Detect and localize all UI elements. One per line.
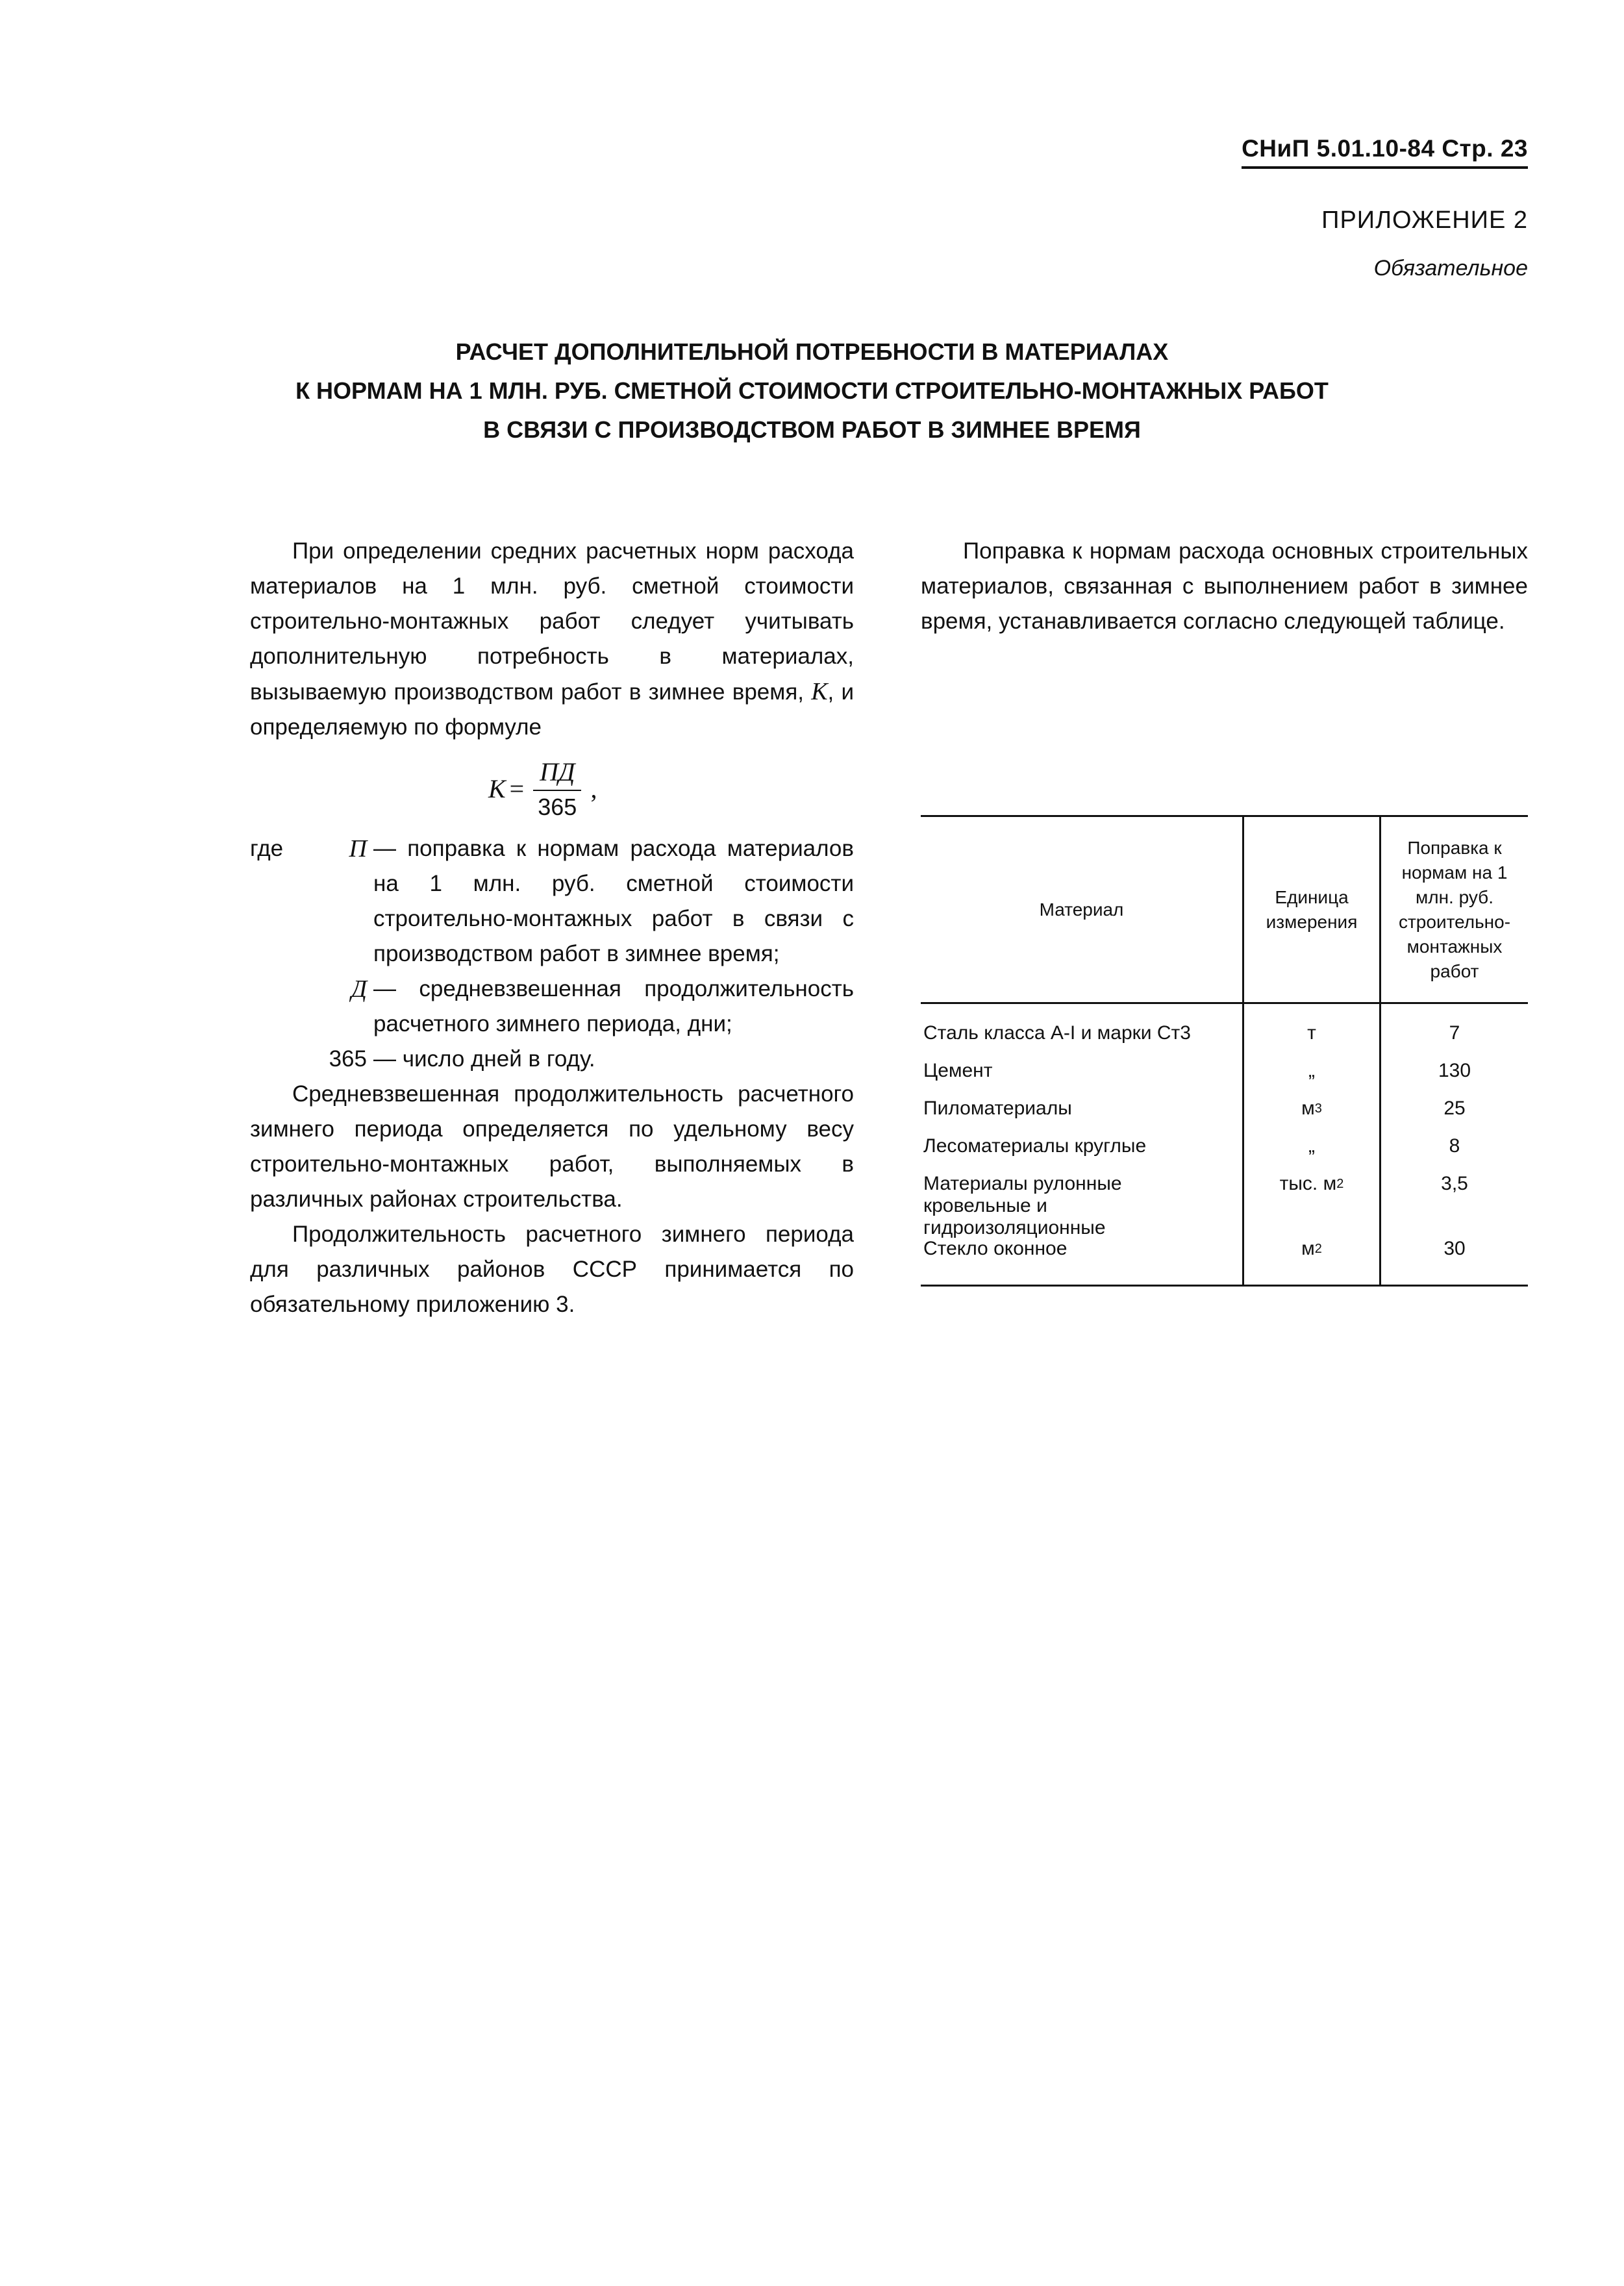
table-cell-unit: „ <box>1308 1060 1315 1081</box>
definition-item <box>250 831 854 972</box>
table-cell-unit: м 3 <box>1301 1098 1322 1119</box>
formula-equals: = <box>509 774 525 803</box>
table-body <box>921 1004 1528 1285</box>
table-cell-unit: т <box>1307 1022 1316 1044</box>
header-correction: Поправка к нормам на 1 млн. руб. строительно-монтажных работ <box>1398 837 1511 981</box>
table-cell-value: 3,5 <box>1441 1173 1468 1194</box>
table-cell-value: 8 <box>1449 1135 1460 1157</box>
variable-k: К <box>811 678 828 705</box>
definition-text: — число дней в году. <box>373 1046 595 1072</box>
header-material: Материал <box>1039 899 1124 920</box>
right-intro-paragraph: Поправка к нормам расхода основных строительных материалов, связанная с выполнением работ в зимнее время, устанавливается согласно следующей таблице. <box>921 538 1528 634</box>
formula-denominator: 365 <box>538 794 577 820</box>
table-cell-material: Лесоматериалы круглые <box>923 1135 1147 1157</box>
table-cell-unit: „ <box>1308 1135 1315 1157</box>
definition-symbol: Д <box>351 975 367 1003</box>
left-intro-paragraph: При определении средних расчетных норм расхода материалов на 1 млн. руб. сметной стоимости строительно-монтажных работ следует учитывать дополнительную потребность в материалах, вызываемую производством работ в зимнее время, К, и определяемую по формуле <box>250 538 854 740</box>
document-title <box>0 333 1624 449</box>
left-paragraph-2: Средневзвешенная продолжительность расчетного зимнего периода определяется по удельному весу строительно-монтажных работ, выполняемых в различных районах строительства. <box>250 1081 854 1212</box>
formula-comma: , <box>590 774 597 803</box>
document-code-header: СНиП 5.01.10-84 Стр. 23 <box>1242 135 1528 169</box>
title-line-2: К НОРМАМ НА 1 МЛН. РУБ. СМЕТНОЙ СТОИМОСТИ СТРОИТЕЛЬНО-МОНТАЖНЫХ РАБОТ <box>295 377 1329 404</box>
table-header-row <box>921 817 1528 1004</box>
formula <box>488 757 597 821</box>
table-cell-unit: тыс. м 2 <box>1279 1173 1344 1194</box>
where-word: где <box>250 836 284 861</box>
definition-symbol: 365 <box>329 1046 367 1072</box>
table-cell-value: 130 <box>1438 1060 1471 1081</box>
table-cell-material: Пиломатериалы <box>923 1098 1072 1119</box>
appendix-label: ПРИЛОЖЕНИЕ 2 <box>1321 207 1528 234</box>
table-cell-value: 7 <box>1449 1022 1460 1044</box>
definition-symbol: П <box>349 835 367 862</box>
formula-numerator: ПД <box>533 757 581 791</box>
table-cell-material: Материалы рулонные кровельные и гидроизоляционные <box>923 1173 1122 1238</box>
header-unit: Единица измерения <box>1242 817 1381 1002</box>
table-cell-material: Цемент <box>923 1060 993 1081</box>
materials-table <box>921 815 1528 1287</box>
table-cell-unit: м 2 <box>1301 1238 1322 1259</box>
title-line-1: РАСЧЕТ ДОПОЛНИТЕЛЬНОЙ ПОТРЕБНОСТИ В МАТЕРИАЛАХ <box>455 338 1169 365</box>
left-paragraph-3: Продолжительность расчетного зимнего периода для различных районов СССР принимается по обязательному приложению 3. <box>250 1222 854 1317</box>
formula-fraction <box>533 757 581 821</box>
definition-text: — средневзвешенная продолжительность расчетного зимнего периода, дни; <box>373 976 854 1036</box>
material-column <box>921 1004 1242 1285</box>
definition-item <box>250 972 854 1042</box>
appendix-status: Обязательное <box>1373 256 1528 281</box>
definition-item <box>250 1042 854 1077</box>
table-cell-value: 25 <box>1443 1098 1466 1119</box>
table-cell-material: Стекло оконное <box>923 1238 1068 1259</box>
where-definitions <box>250 831 854 1077</box>
unit-column <box>1242 1004 1381 1285</box>
title-line-3: В СВЯЗИ С ПРОИЗВОДСТВОМ РАБОТ В ЗИМНЕЕ ВРЕМЯ <box>483 416 1141 443</box>
definition-text: — поправка к нормам расхода материалов на 1 млн. руб. сметной стоимости строительно-монтажных работ в связи с производством работ в зимнее время; <box>373 836 854 966</box>
correction-column <box>1381 1004 1528 1285</box>
table-cell-value: 30 <box>1443 1238 1466 1259</box>
table-cell-material: Сталь класса А-I и марки Ст3 <box>923 1022 1191 1044</box>
formula-lhs: К <box>488 774 506 803</box>
